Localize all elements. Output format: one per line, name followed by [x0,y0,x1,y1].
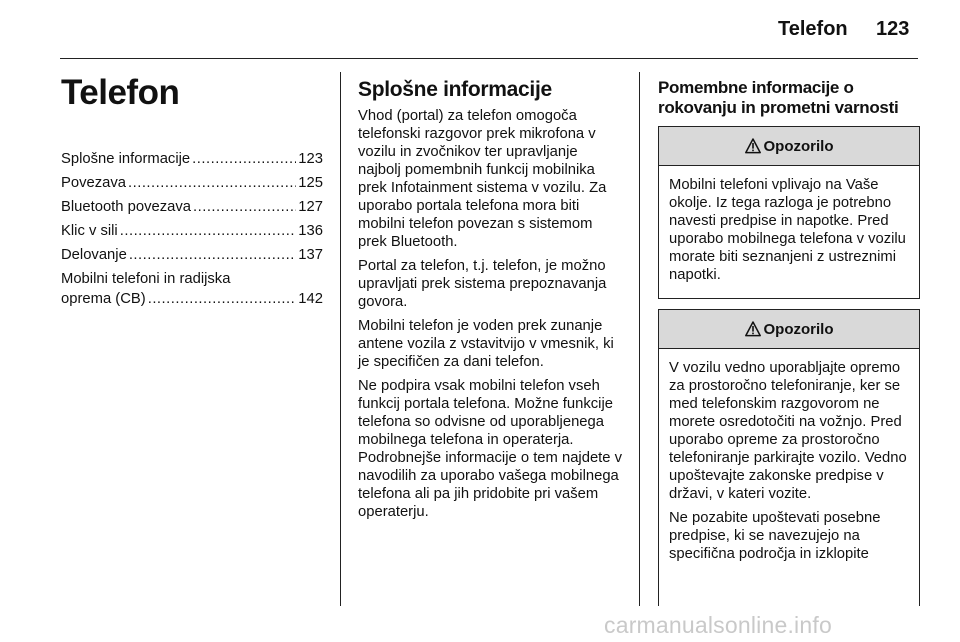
running-header-title: Telefon [778,18,848,40]
toc-label: Povezava [61,174,126,191]
toc-page: 142 [298,290,323,307]
toc-leader-dots [128,173,296,193]
toc-leader-dots [148,289,297,309]
paragraph: Vhod (portal) za telefon omogoča telefonski razgovor prek mikrofona v vozilu in zvočnikov ter upravljanje najbolj pomembnih funkcij mobilnika prek Infotainment sistema v vozilu. Za uporabo portala telefona mora biti mobilni telefon povezan s sistemom prek Bluetooth. [358,108,607,251]
warning-box [658,126,920,299]
column-divider-right [639,72,640,606]
header-rule [60,58,918,59]
paragraph: Portal za telefon, t.j. telefon, je možno upravljati prek sistema prepoznavanja govora. [358,258,607,311]
warning-body [659,349,919,577]
toc-leader-dots [120,221,297,241]
toc-label: Klic v sili [61,222,118,239]
column-divider-left [340,72,341,606]
warning-text: Mobilni telefoni vplivajo na Vaše okolje. Iz tega razloga je potrebno navesti predpise in napotke. Pred uporabo mobilnega telefona v vozilu morate biti seznanjeni z ustreznimi napotki. [669,177,906,283]
warning-header [659,310,919,349]
toc-label-line1: Mobilni telefoni in radijska [61,270,231,287]
section-title: Splošne informacije [358,78,552,101]
toc-item-connection[interactable] [61,173,323,193]
toc-leader-dots [129,245,296,265]
toc-page: 127 [298,198,323,215]
toc-page: 136 [298,222,323,239]
toc-item-general[interactable] [61,149,323,169]
warning-heading: Opozorilo [763,137,834,155]
toc-page: 125 [298,174,323,191]
paragraph: Ne podpira vsak mobilni telefon vseh funkcij portala telefona. Možne funkcije telefona so odvisne od uporabljenega mobilnega telefona in operaterja. Podrobnejše informacije o tem najdete v navodilih za uporabo vašega mobilnega telefona ali pa jih pridobite pri vašem operaterju. [358,378,623,521]
page-number: 123 [876,18,910,40]
toc-label: Delovanje [61,246,127,263]
toc-label: Splošne informacije [61,150,191,167]
warning-body [659,166,919,298]
paragraph: Mobilni telefon je voden prek zunanje antene vozila z vstavitvijo v vmesnik, ki je specifičen za dani telefon. [358,318,614,371]
toc-label: Bluetooth povezava [61,198,191,215]
warning-triangle-icon [745,321,761,337]
toc-item-mobile-cb[interactable] [61,269,323,309]
safety-column [658,78,920,616]
chapter-title: Telefon [61,73,180,112]
general-info-column [358,78,624,527]
warning-triangle-icon [745,138,761,154]
warning-header [659,127,919,166]
section-title: Pomembne informacije o rokovanju in prometni varnosti [658,78,899,117]
warning-text: V vozilu vedno uporabljajte opremo za prostoročno telefoniranje, ker se med telefonskim razgovorom ne morete osredotočiti na vožnjo. Pred uporabo opreme za prostoročno telefoniranje parkirajte vozilo. Vedno upoštevajte zakonske predpise v državi, v kateri vozite. [669,360,907,502]
toc-leader-dots [192,149,296,169]
toc-page: 123 [298,150,323,167]
chapter-column [61,74,323,313]
toc-item-emergency-call[interactable] [61,221,323,241]
toc-leader-dots [193,197,296,217]
warning-text: Ne pozabite upoštevati posebne predpise, ki se navezujejo na specifična področja in izklopite [669,510,881,562]
toc-item-bluetooth[interactable] [61,197,323,217]
warning-box [658,309,920,606]
table-of-contents [61,149,323,309]
toc-label: oprema (CB) [61,290,146,307]
toc-item-operation[interactable] [61,245,323,265]
warning-heading: Opozorilo [763,320,834,338]
watermark: carmanualsonline.info [604,612,832,638]
toc-page: 137 [298,246,323,263]
